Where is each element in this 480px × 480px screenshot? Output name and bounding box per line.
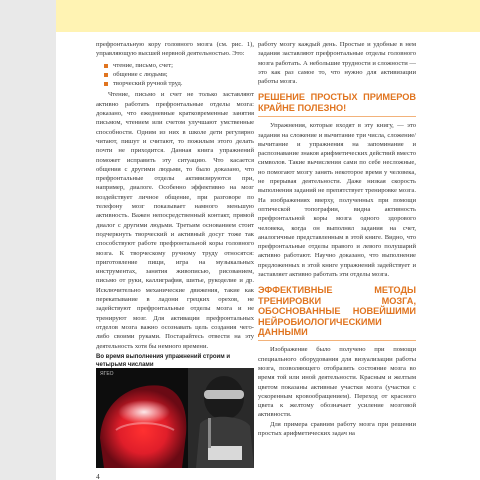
- brain-scan-illustration: [96, 368, 254, 468]
- left-intro-paragraph: префронтальную кору головного мозга (см. рис. 1), управляющую высшей нервной деятельностью. Это:: [96, 41, 254, 58]
- activity-bullet-list: [104, 61, 254, 89]
- header-color-band: [56, 0, 480, 32]
- section-heading-effective-methods: ЭФФЕКТИВНЫЕ МЕТОДЫ ТРЕНИРОВКИ МОЗГА, ОБОСНОВАННЫЕ НОВЕЙШИМИ НЕЙРОБИОЛОГИЧЕСКИМИ ДАННЫМИ: [258, 285, 416, 341]
- bullet-item: общение с людьми;: [104, 70, 254, 79]
- effective-methods-paragraph: Изображение было получено при помощи специального оборудования для визуализации работы мозга, позволяющего отобразить состояние мозга во время той или иной деятельности. Красным и желтым цветом показаны активные участки мозга (участки с ускоренным кровообращением). Переход от красного цвета к желтому обозначает усиление мозговой активности.: [258, 346, 416, 419]
- photo-label: ЯГЕО: [100, 371, 114, 377]
- page-number: 4: [96, 472, 100, 480]
- comparison-paragraph: Для примера сравним работу мозга при решении простых арифметических задач на: [258, 420, 416, 438]
- right-intro-paragraph: работу мозгу каждый день. Простые и удобные в нем задания заставляют префронтальные отделы головного мозга работать. А небольшие трудности и сложности — это как раз самое то, что нужно для активизации работы мозга.: [258, 41, 416, 86]
- bullet-item: творческий ручной труд.: [104, 79, 254, 88]
- bullet-item: чтение, письмо, счет;: [104, 61, 254, 70]
- right-text-column: [258, 40, 416, 476]
- left-main-paragraph: Чтение, письмо и счет не только заставляют активно работать префронтальные отделы мозга: доказано, что ежедневные кратковременные занятия письмом, чтением или счетом улучшают умственные способности. Одним из них в школе дети регулярно читают, пишут и считают, то пожилым этого делать почти не приходится. Данная книга упражнений поможет исправить эту ситуацию. Что касается общения с другими людьми, то было доказано, что префронтальные отделы активизируются при, например, диалоге. Особенно эффективно на мозг воздействует личное общение, при разговоре по телефону мозг показывает намного меньшую активность. Важен непосредственный контакт, прямой диалог с другими людьми. Третьим основанием стоит подчеркнуть творческий и активный досуг тоже так способствуют работе префронтальной коры головного мозга. К творческому ручному труду относятся: приготовление пищи, игра на музыкальных инструментах, занятия живописью, рисованием, письмо от руки, каллиграфия, шитье, рукоделие и др. Исключительно механические движения, такие как перекатывание в ладони грецких орехов, не задействуют префронтальные отделы мозга и не тренируют мозг. Для активации префронтальных отделов мозга важно осознавать цель создания чего-либо своими руками. Постарайтесь отвести на эту деятельность хотя бы немного времени.: [96, 91, 254, 350]
- section-heading-simple-examples: РЕШЕНИЕ ПРОСТЫХ ПРИМЕРОВ КРАЙНЕ ПОЛЕЗНО!: [258, 92, 416, 117]
- photo-caption: Во время выполнения упражнений строим и четырьмя числами: [96, 354, 231, 368]
- left-text-column: [96, 40, 254, 352]
- brain-scan-photo: [96, 368, 254, 468]
- simple-examples-paragraph: Упражнения, которые входят в эту книгу, — это задания на сложение и вычитание три числа, сложение/вычитание и упражнения на запоминание и распознавание знаков арифметических действий вместо символов. Такие вычисления сами по себе несложные, но помогают мозгу занять некоторое время у человека, не прерывая деятельности. Даже низкая скорость выполнения заданий не препятствует тренировке мозга. На изображениях вверху, полученных при помощи оптической топографии, видна активность префронтальной коры мозга одного здорового человека, когда он выполнял задания на счет, аналогичные представленным в этой книге. Видно, что префронтальные отделы правого и левого полушарий активно работают. Научно доказано, что выполнение предложенных в этой книге упражнений задействует и заставляет активно работать эти отделы мозга.: [258, 122, 416, 279]
